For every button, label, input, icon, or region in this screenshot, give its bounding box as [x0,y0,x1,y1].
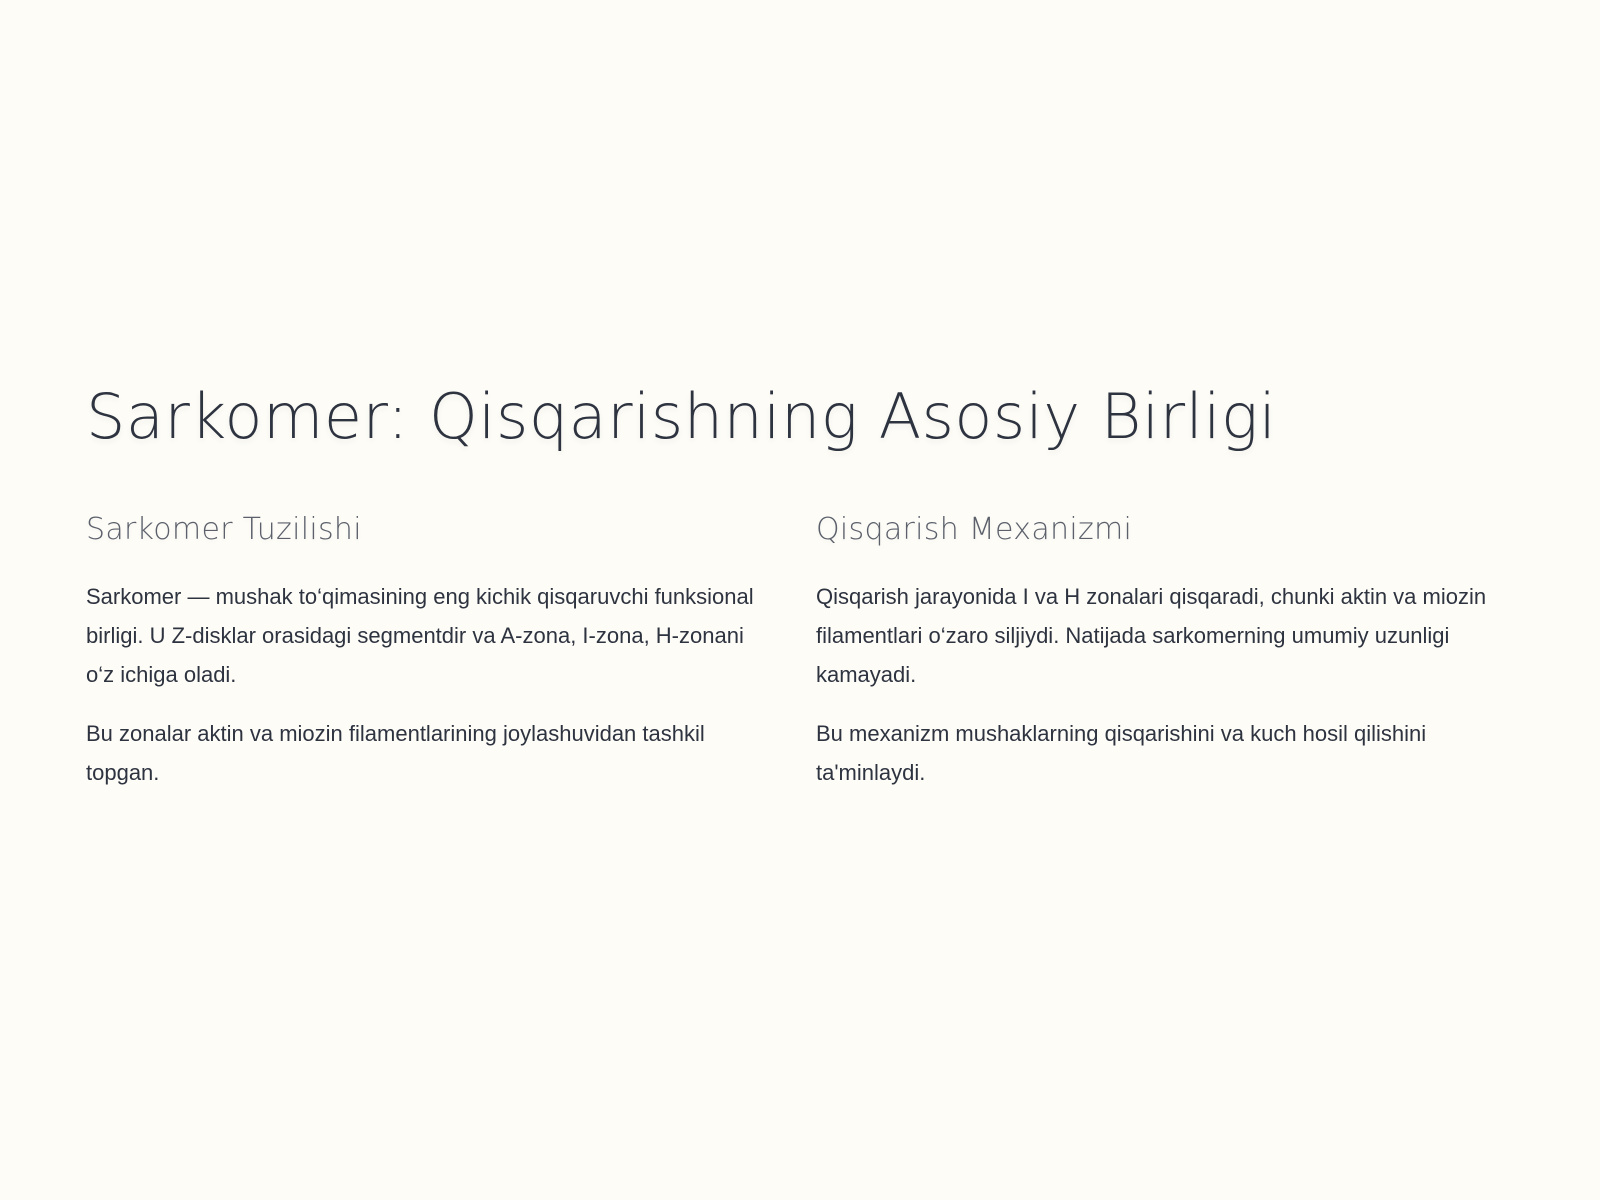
column-mechanism [816,512,1496,812]
paragraph: Qisqarish jarayonida I va H zonalari qisqaradi, chunki aktin va miozin filamentlari o‘zaro siljiydi. Natijada sarkomerning umumiy uzunligi kamayadi. [816,584,1487,687]
paragraph: Sarkomer — mushak to‘qimasining eng kichik qisqaruvchi funksional birligi. U Z-disklar orasidagi segmentdir va A-zona, I-zona, H-zonani o‘z ichiga oladi. [86,584,754,687]
content-columns [86,512,1496,812]
column-heading: Sarkomer Tuzilishi [86,512,362,547]
column-heading: Qisqarish Mexanizmi [816,512,1133,547]
paragraph: Bu zonalar aktin va miozin filamentlarining joylashuvidan tashkil topgan. [86,721,705,785]
paragraph: Bu mexanizm mushaklarning qisqarishini va kuch hosil qilishini ta'minlaydi. [816,721,1427,785]
column-structure [86,512,756,812]
slide-title: Sarkomer: Qisqarishning Asosiy Birligi [86,380,1277,453]
